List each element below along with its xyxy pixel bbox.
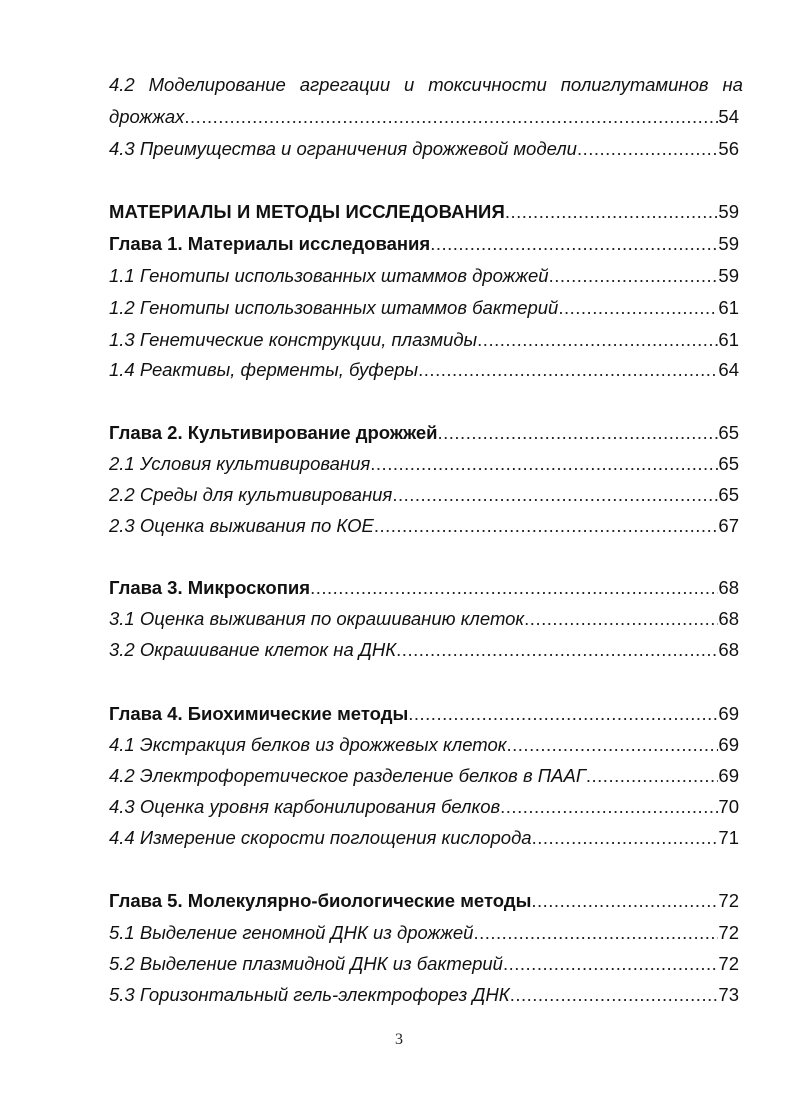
toc-chapter[interactable] — [109, 421, 739, 445]
toc-entry-title: 3.1 Оценка выживания по окрашиванию клеток — [109, 608, 525, 629]
dot-leader — [396, 638, 718, 662]
toc-entry-title: 4.3 Преимущества и ограничения дрожжевой модели — [109, 138, 577, 159]
toc-page-number: 68 — [718, 639, 739, 660]
dot-leader — [507, 733, 719, 757]
toc-page-number: 65 — [718, 422, 739, 443]
toc-page-number: 64 — [718, 359, 739, 380]
toc-entry-title: 5.3 Горизонтальный гель-электрофорез ДНК — [109, 984, 510, 1005]
toc-page-number: 72 — [718, 922, 739, 943]
word: и — [404, 74, 415, 95]
toc-page-number: 69 — [718, 734, 739, 755]
toc-entry-title: Глава 1. Материалы исследования — [109, 233, 431, 254]
toc-entry-title: 4.4 Измерение скорости поглощения кислорода — [109, 827, 532, 848]
dot-leader — [549, 264, 719, 288]
toc-entry-continued-line1 — [109, 73, 743, 97]
dot-leader — [392, 483, 718, 507]
toc-page-number: 73 — [718, 984, 739, 1005]
dot-leader — [430, 232, 718, 256]
toc-entry-title: 3.2 Окрашивание клеток на ДНК — [109, 639, 397, 660]
toc-page-number: 65 — [718, 484, 739, 505]
toc-entry-title: 1.2 Генотипы использованных штаммов бактерий — [109, 297, 559, 318]
word: на — [722, 74, 743, 95]
dot-leader — [524, 607, 718, 631]
toc-entry-title: 4.3 Оценка уровня карбонилирования белков — [109, 796, 501, 817]
dot-leader — [505, 200, 719, 224]
word: токсичности — [428, 74, 547, 95]
toc-entry[interactable] — [109, 137, 739, 161]
toc-page-number: 67 — [718, 515, 739, 536]
dot-leader — [531, 889, 718, 913]
dot-leader — [473, 921, 718, 945]
toc-entry-title: 1.3 Генетические конструкции, плазмиды — [109, 329, 478, 350]
toc-entry-title: 5.1 Выделение геномной ДНК из дрожжей — [109, 922, 474, 943]
toc-page-number: 69 — [718, 765, 739, 786]
toc-entry[interactable] — [109, 795, 739, 819]
toc-entry[interactable] — [109, 826, 739, 850]
toc-entry[interactable] — [109, 764, 739, 788]
dot-leader — [408, 702, 718, 726]
toc-entry-title: 5.2 Выделение плазмидной ДНК из бактерий — [109, 953, 503, 974]
page-number-footer: 3 — [395, 1031, 403, 1048]
toc-entry[interactable] — [109, 358, 739, 382]
toc-entry-title: 1.4 Реактивы, ферменты, буферы — [109, 359, 419, 380]
word: 4.2 — [109, 74, 135, 95]
toc-entry-title: 1.1 Генотипы использованных штаммов дрожжей — [109, 265, 549, 286]
toc-entry[interactable] — [109, 638, 739, 662]
toc-page-number: 68 — [718, 577, 739, 598]
toc-entry[interactable] — [109, 983, 739, 1007]
toc-entry-continued-line2[interactable] — [109, 105, 739, 129]
dot-leader — [503, 952, 718, 976]
toc-entry[interactable] — [109, 514, 739, 538]
toc-entry-title: Глава 5. Молекулярно-биологические методы — [109, 890, 532, 911]
toc-chapter[interactable] — [109, 889, 739, 913]
toc-entry-title: 2.2 Среды для культивирования — [109, 484, 393, 505]
toc-chapter[interactable] — [109, 232, 739, 256]
dot-leader — [477, 328, 718, 352]
word: полиглутаминов — [560, 74, 709, 95]
toc-entry-title: дрожжах — [109, 106, 185, 127]
dot-leader — [184, 105, 718, 129]
toc-entry-title: Глава 4. Биохимические методы — [109, 703, 409, 724]
toc-part-heading[interactable] — [109, 200, 739, 224]
toc-chapter[interactable] — [109, 702, 739, 726]
toc-entry[interactable] — [109, 452, 739, 476]
dot-leader — [370, 452, 718, 476]
toc-chapter[interactable] — [109, 576, 739, 600]
toc-page-number: 71 — [718, 827, 739, 848]
toc-entry-title: Глава 2. Культивирование дрожжей — [109, 422, 438, 443]
dot-leader — [510, 983, 719, 1007]
justified-line — [109, 73, 743, 97]
toc-page-number: 72 — [718, 890, 739, 911]
toc-entry[interactable] — [109, 264, 739, 288]
toc-page-number: 59 — [718, 265, 739, 286]
dot-leader — [500, 795, 718, 819]
toc-page-number: 69 — [718, 703, 739, 724]
toc-entry[interactable] — [109, 733, 739, 757]
dot-leader — [586, 764, 719, 788]
dot-leader — [418, 358, 718, 382]
toc-page-number: 59 — [718, 233, 739, 254]
toc-page-number: 61 — [718, 297, 739, 318]
toc-entry[interactable] — [109, 296, 739, 320]
toc-entry-title: 4.2 Электрофоретическое разделение белков в ПААГ — [109, 765, 586, 786]
toc-page-number: 68 — [718, 608, 739, 629]
word: Моделирование — [148, 74, 286, 95]
dot-leader — [438, 421, 719, 445]
toc-page-number: 65 — [718, 453, 739, 474]
toc-entry-title: 4.1 Экстракция белков из дрожжевых клеток — [109, 734, 507, 755]
toc-entry-title: 2.3 Оценка выживания по КОЕ — [109, 515, 374, 536]
dot-leader — [558, 296, 718, 320]
toc-page-number: 61 — [718, 329, 739, 350]
dot-leader — [577, 137, 718, 161]
toc-entry[interactable] — [109, 483, 739, 507]
dot-leader — [374, 514, 719, 538]
toc-page-number: 54 — [718, 106, 739, 127]
toc-page-number: 72 — [718, 953, 739, 974]
word: агрегации — [299, 74, 391, 95]
dot-leader — [310, 576, 718, 600]
toc-entry[interactable] — [109, 921, 739, 945]
toc-entry[interactable] — [109, 607, 739, 631]
toc-entry-title: МАТЕРИАЛЫ И МЕТОДЫ ИССЛЕДОВАНИЯ — [109, 201, 505, 222]
toc-entry-title: 2.1 Условия культивирования — [109, 453, 371, 474]
toc-entry-title: Глава 3. Микроскопия — [109, 577, 311, 598]
dot-leader — [532, 826, 719, 850]
toc-entry[interactable] — [109, 328, 739, 352]
toc-page-number: 59 — [718, 201, 739, 222]
toc-entry[interactable] — [109, 952, 739, 976]
toc-page-number: 70 — [718, 796, 739, 817]
toc-page-number: 56 — [718, 138, 739, 159]
